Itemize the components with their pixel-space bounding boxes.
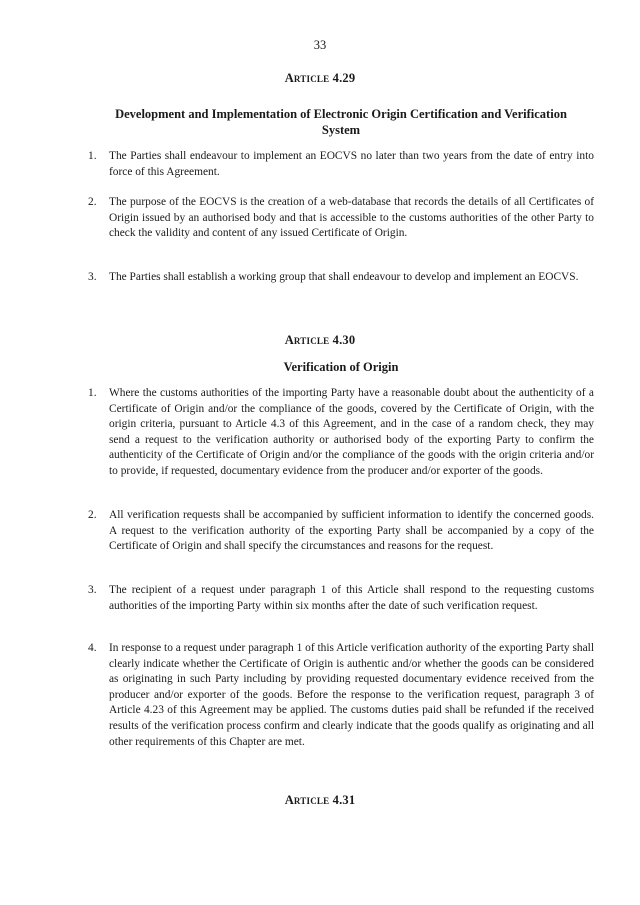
paragraph bbox=[88, 583, 594, 614]
paragraph-text: All verification requests shall be accompanied by sufficient information to identify the concerned goods. A request to the verification authority of the exporting Party shall be accompanied by a copy of the Certificate of Origin and shall specify the circumstances and reasons for the request. bbox=[109, 509, 594, 553]
paragraph-number: 4. bbox=[88, 642, 97, 654]
article-heading: Article 4.31 bbox=[284, 793, 356, 807]
paragraph-text: Where the customs authorities of the importing Party have a reasonable doubt about the authenticity of a Certificate of Origin and/or the compliance of the goods, covered by the Certificate of Origin, with the origin criteria, pursuant to Article 4.3 of this Agreement, and in the case of a random check, they may send a request to the verification authority or authorised body of the exporting Party to confirm the authenticity of the Certificate of Origin and/or the compliance of the goods with the origin criteria and/or to provide, if requested, documentary evidence from the producer and/or exporter of the goods. bbox=[109, 387, 594, 477]
paragraph bbox=[88, 641, 594, 750]
paragraph-number: 3. bbox=[88, 271, 97, 283]
paragraph-number: 3. bbox=[88, 584, 97, 596]
paragraph-number: 2. bbox=[88, 509, 97, 521]
paragraph-text: The purpose of the EOCVS is the creation of a web-database that records the details of all Certificates of Origin issued by an authorised body and that is accessible to the customs authorities of the other Party to check the validity and content of any issued Certificate of Origin. bbox=[109, 196, 594, 240]
paragraph-text: The recipient of a request under paragraph 1 of this Article shall respond to the requesting customs authorities of the importing Party within six months after the date of such verification request. bbox=[109, 584, 594, 612]
article-title: Development and Implementation of Electronic Origin Certification and Verification System bbox=[115, 107, 567, 137]
paragraph-number: 2. bbox=[88, 196, 97, 208]
article-title: Verification of Origin bbox=[283, 360, 399, 374]
paragraph-text: The Parties shall establish a working group that shall endeavour to develop and implement an EOCVS. bbox=[109, 271, 579, 283]
paragraph bbox=[88, 270, 594, 286]
paragraph-text: The Parties shall endeavour to implement an EOCVS no later than two years from the date of entry into force of this Agreement. bbox=[109, 150, 594, 178]
paragraph-number: 1. bbox=[88, 387, 97, 399]
paragraph-text: In response to a request under paragraph 1 of this Article verification authority of the exporting Party shall clearly indicate whether the Certificate of Origin is authentic and/or whether the goods can be considered as originating in such Party including by providing requested documentary evidence received from the producer and/or exporter of the goods. Before the response to the verification request, paragraph 3 of Article 4.23 of this Agreement may be applied. The customs duties paid shall be refunded if the received results of the verification process confirm and clearly indicate that the goods qualify as originating and all other requirements of this Chapter are met. bbox=[109, 642, 594, 748]
paragraph-number: 1. bbox=[88, 150, 97, 162]
page-number: 33 bbox=[313, 38, 327, 52]
paragraph bbox=[88, 508, 594, 555]
paragraph bbox=[88, 149, 594, 180]
article-heading: Article 4.30 bbox=[284, 333, 356, 347]
paragraph bbox=[88, 386, 594, 480]
article-heading: Article 4.29 bbox=[284, 71, 356, 85]
paragraph bbox=[88, 195, 594, 242]
